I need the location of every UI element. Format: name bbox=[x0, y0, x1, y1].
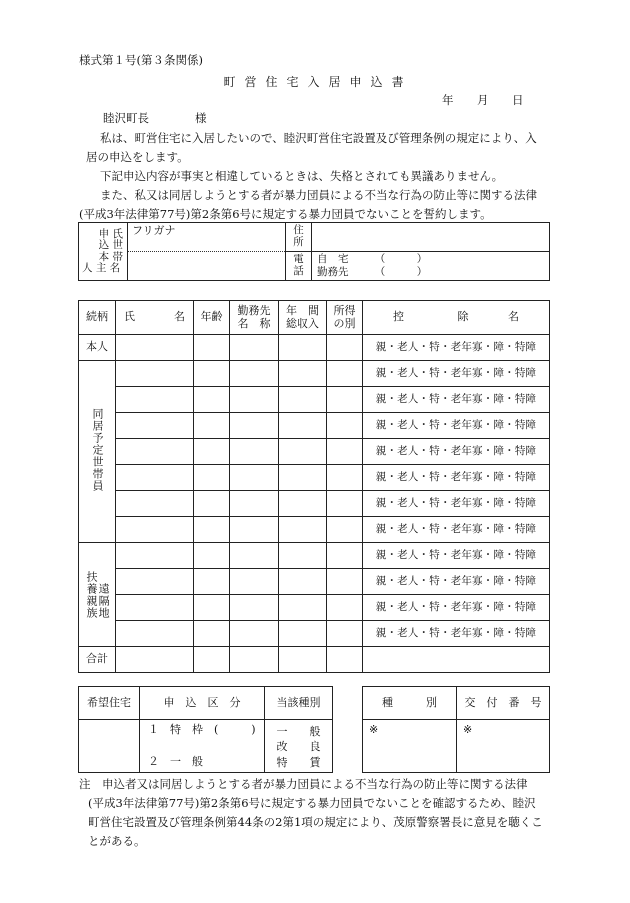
cell[interactable] bbox=[279, 413, 327, 439]
kind-field[interactable] bbox=[363, 720, 457, 773]
type-general[interactable]: 一 般 bbox=[276, 725, 321, 738]
cell[interactable] bbox=[194, 491, 230, 517]
total-label: 合計 bbox=[79, 647, 116, 673]
phone-fields[interactable] bbox=[312, 252, 550, 281]
cell[interactable] bbox=[327, 621, 363, 647]
cell[interactable] bbox=[279, 387, 327, 413]
name-field[interactable] bbox=[128, 252, 286, 281]
header-age: 年齢 bbox=[194, 301, 230, 335]
cell[interactable] bbox=[279, 465, 327, 491]
paragraph-3-line-2: (平成3年法律第77号)第2条第6号に規定する暴力団員でないことを誓約します。 bbox=[79, 207, 492, 221]
cell[interactable] bbox=[194, 543, 230, 569]
cell[interactable] bbox=[327, 361, 363, 387]
cell[interactable] bbox=[230, 517, 279, 543]
addressee-honorific: 様 bbox=[195, 111, 207, 125]
table-row bbox=[79, 387, 550, 413]
cell[interactable] bbox=[194, 595, 230, 621]
deduction-options[interactable]: 親・老人・特・老年寡・障・特障 bbox=[363, 387, 550, 413]
cell[interactable] bbox=[194, 361, 230, 387]
cell[interactable] bbox=[230, 439, 279, 465]
cell[interactable] bbox=[230, 387, 279, 413]
table-row bbox=[79, 465, 550, 491]
page-title: 町営住宅入居申込書 bbox=[223, 75, 413, 89]
deduction-options[interactable]: 親・老人・特・老年寡・障・特障 bbox=[363, 543, 550, 569]
cell[interactable] bbox=[194, 335, 230, 361]
header-income: 年 間 総収入 bbox=[279, 301, 327, 335]
issue-number-field[interactable] bbox=[457, 720, 550, 773]
note-line-4: とがある。 bbox=[88, 834, 146, 848]
furigana-label: フリガナ bbox=[132, 224, 176, 237]
cell[interactable] bbox=[116, 491, 194, 517]
cell[interactable] bbox=[279, 647, 327, 673]
cell[interactable] bbox=[327, 465, 363, 491]
table-row bbox=[79, 517, 550, 543]
applicant-table bbox=[78, 222, 550, 281]
type-header: 当該種別 bbox=[265, 687, 333, 720]
office-use-table bbox=[362, 686, 550, 773]
cell[interactable] bbox=[230, 413, 279, 439]
deduction-options[interactable]: 親・老人・特・老年寡・障・特障 bbox=[363, 517, 550, 543]
cell[interactable] bbox=[194, 439, 230, 465]
cell[interactable] bbox=[279, 543, 327, 569]
cell[interactable] bbox=[327, 439, 363, 465]
address-label: 住 所 bbox=[286, 223, 312, 252]
cell[interactable] bbox=[327, 647, 363, 673]
total-row bbox=[79, 647, 550, 673]
table-row bbox=[79, 621, 550, 647]
table-row bbox=[79, 361, 550, 387]
cell[interactable] bbox=[116, 621, 194, 647]
table-row bbox=[79, 595, 550, 621]
deduction-options[interactable]: 親・老人・特・老年寡・障・特障 bbox=[363, 465, 550, 491]
deduction-options[interactable]: 親・老人・特・老年寡・障・特障 bbox=[363, 335, 550, 361]
header-name: 氏 名 bbox=[116, 301, 194, 335]
cell[interactable] bbox=[194, 647, 230, 673]
cell[interactable] bbox=[116, 361, 194, 387]
cell[interactable] bbox=[116, 543, 194, 569]
work-phone: 勤務先 （ ） bbox=[317, 266, 428, 278]
table-row bbox=[79, 439, 550, 465]
household-table bbox=[78, 300, 550, 673]
cell[interactable] bbox=[279, 491, 327, 517]
table-row bbox=[79, 543, 550, 569]
cell[interactable] bbox=[116, 439, 194, 465]
date-day-label: 日 bbox=[512, 93, 524, 107]
deduction-options[interactable]: 親・老人・特・老年寡・障・特障 bbox=[363, 621, 550, 647]
cell[interactable] bbox=[327, 413, 363, 439]
remote-dependents-label: 扶養親族遠隔地 bbox=[79, 543, 116, 647]
cell[interactable] bbox=[230, 335, 279, 361]
cell[interactable] bbox=[279, 569, 327, 595]
cell[interactable] bbox=[194, 413, 230, 439]
cell[interactable] bbox=[194, 517, 230, 543]
cell[interactable] bbox=[230, 569, 279, 595]
cell[interactable] bbox=[194, 387, 230, 413]
date-year-label: 年 bbox=[442, 93, 454, 107]
cell[interactable] bbox=[194, 465, 230, 491]
furigana-field[interactable] bbox=[128, 223, 286, 252]
cell[interactable] bbox=[327, 569, 363, 595]
cell[interactable] bbox=[327, 517, 363, 543]
cell[interactable] bbox=[116, 413, 194, 439]
paragraph-1-line-2: 居の申込をします。 bbox=[86, 150, 189, 164]
type-improved[interactable]: 改 良 bbox=[276, 740, 321, 754]
note-line-2: (平成3年法律第77号)第2条第6号に規定する暴力団員でないことを確認するため、睦沢 bbox=[88, 796, 536, 810]
cell[interactable] bbox=[116, 569, 194, 595]
header-deduction: 控 除 名 bbox=[363, 301, 550, 335]
table-row bbox=[79, 491, 550, 517]
cell[interactable] bbox=[230, 647, 279, 673]
category-general[interactable]: ２ 一 般 bbox=[148, 754, 203, 768]
applicant-label: 申 氏 込 世 本 帯 人 主 名 bbox=[79, 223, 128, 281]
office-mark: ※ bbox=[463, 723, 473, 736]
form-number: 様式第１号(第３条関係) bbox=[79, 53, 203, 67]
paragraph-1-line-1: 私は、町営住宅に入居したいので、睦沢町営住宅設置及び管理条例の規定により、入 bbox=[100, 131, 537, 145]
cell[interactable] bbox=[279, 439, 327, 465]
cell[interactable] bbox=[279, 517, 327, 543]
addressee-name: 睦沢町長 bbox=[103, 111, 149, 125]
kind-header: 種 別 bbox=[363, 687, 457, 720]
cell[interactable] bbox=[279, 361, 327, 387]
cell[interactable] bbox=[116, 595, 194, 621]
deduction-options[interactable]: 親・老人・特・老年寡・障・特障 bbox=[363, 413, 550, 439]
cell[interactable] bbox=[279, 621, 327, 647]
address-field[interactable] bbox=[312, 223, 550, 252]
table-row bbox=[79, 413, 550, 439]
deduction-options[interactable]: 親・老人・特・老年寡・障・特障 bbox=[363, 491, 550, 517]
self-label: 本人 bbox=[79, 335, 116, 361]
home-phone: 自 宅 （ ） bbox=[317, 252, 428, 265]
cell[interactable] bbox=[279, 335, 327, 361]
cell[interactable] bbox=[116, 517, 194, 543]
deduction-options[interactable]: 親・老人・特・老年寡・障・特障 bbox=[363, 569, 550, 595]
category-special[interactable]: １ 特 枠 ( ) bbox=[148, 723, 256, 736]
cohabit-label: 同居予定世帯員 bbox=[79, 361, 116, 543]
type-special-rent[interactable]: 特 賃 bbox=[276, 755, 321, 769]
deduction-options[interactable]: 親・老人・特・老年寡・障・特障 bbox=[363, 439, 550, 465]
header-income-type: 所得 の別 bbox=[327, 301, 363, 335]
table-row bbox=[79, 335, 550, 361]
category-header: 申 込 区 分 bbox=[140, 687, 265, 720]
cell[interactable] bbox=[327, 595, 363, 621]
cell[interactable] bbox=[194, 569, 230, 595]
cell[interactable] bbox=[116, 647, 194, 673]
cell[interactable] bbox=[327, 491, 363, 517]
note-line-1: 注 申込者又は同居しようとする者が暴力団員による不当な行為の防止等に関する法律 bbox=[79, 777, 528, 791]
cell[interactable] bbox=[230, 465, 279, 491]
cell[interactable] bbox=[230, 491, 279, 517]
type-field[interactable] bbox=[265, 720, 333, 773]
header-employer: 勤務先 名 称 bbox=[230, 301, 279, 335]
date-month-label: 月 bbox=[477, 93, 489, 107]
issue-number-header: 交 付 番 号 bbox=[457, 687, 550, 720]
note-line-3: 町営住宅設置及び管理条例第44条の2第1項の規定により、茂原警察署長に意見を聴くこ bbox=[88, 815, 543, 829]
cell[interactable] bbox=[230, 595, 279, 621]
cell[interactable] bbox=[327, 335, 363, 361]
paragraph-3-line-1: また、私又は同居しようとする者が暴力団員による不当な行為の防止等に関する法律 bbox=[100, 188, 537, 202]
cell[interactable] bbox=[194, 621, 230, 647]
cell[interactable] bbox=[116, 465, 194, 491]
office-mark: ※ bbox=[369, 723, 379, 736]
category-field[interactable] bbox=[140, 720, 265, 773]
cell[interactable] bbox=[327, 543, 363, 569]
cell[interactable] bbox=[327, 387, 363, 413]
deduction-options[interactable]: 親・老人・特・老年寡・障・特障 bbox=[363, 595, 550, 621]
cell[interactable] bbox=[279, 595, 327, 621]
cell[interactable] bbox=[116, 335, 194, 361]
desired-housing-label: 希望住宅 bbox=[79, 687, 140, 720]
cell[interactable] bbox=[230, 543, 279, 569]
household-header-row bbox=[79, 301, 550, 335]
cell[interactable] bbox=[230, 621, 279, 647]
deduction-options[interactable]: 親・老人・特・老年寡・障・特障 bbox=[363, 361, 550, 387]
paragraph-2: 下記申込内容が事実と相違しているときは、失格とされても異議ありません。 bbox=[100, 169, 504, 183]
table-row bbox=[79, 569, 550, 595]
phone-label: 電 話 bbox=[286, 252, 312, 281]
cell[interactable] bbox=[116, 387, 194, 413]
header-relation: 続柄 bbox=[79, 301, 116, 335]
desired-housing-table bbox=[78, 686, 333, 773]
cell[interactable] bbox=[363, 647, 550, 673]
cell[interactable] bbox=[230, 361, 279, 387]
desired-housing-field[interactable] bbox=[79, 720, 140, 773]
